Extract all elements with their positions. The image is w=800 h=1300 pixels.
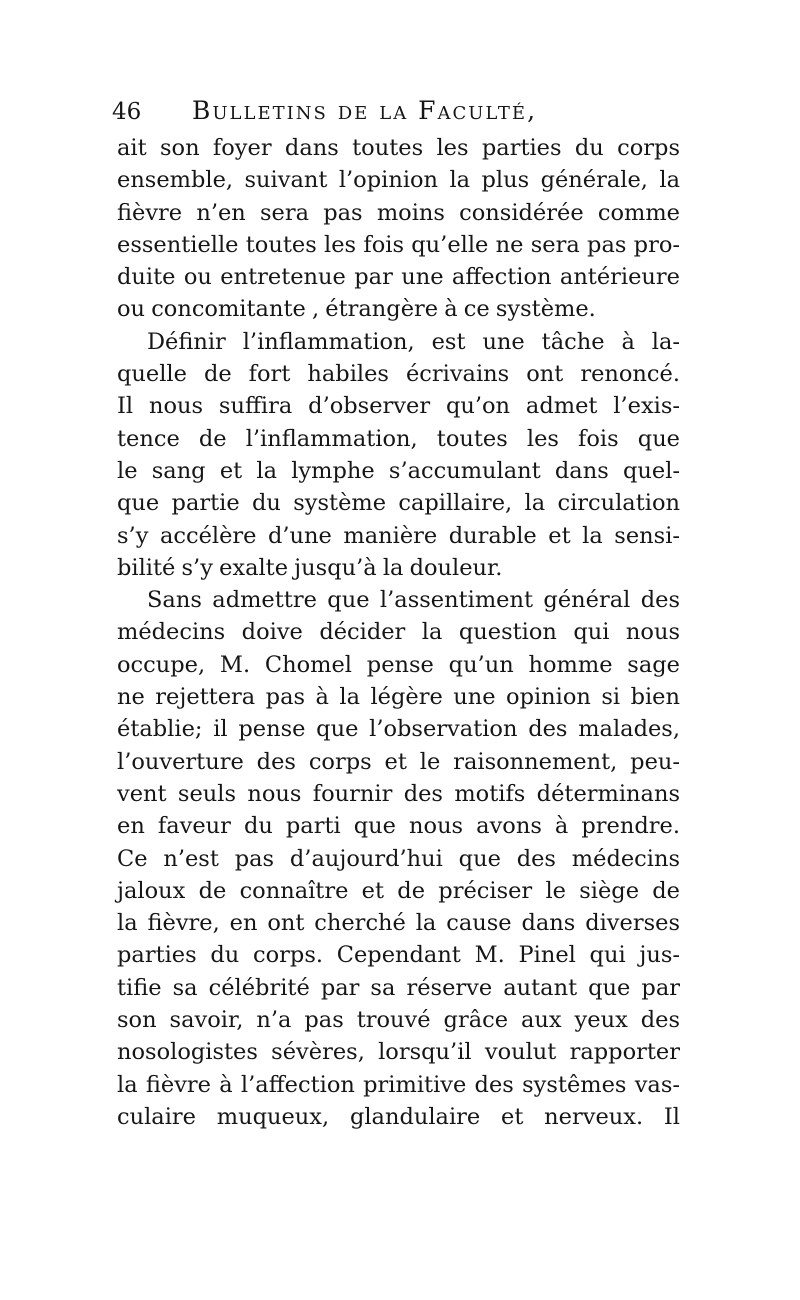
text-line: ensemble, suivant l’opinion la plus générale, la <box>117 167 680 194</box>
text-line: essentielle toutes les fois qu’elle ne sera pas pro- <box>117 231 680 258</box>
text-line: Il nous suffira d’observer qu’on admet l’exis- <box>117 393 680 420</box>
text-line: duite ou entretenue par une affection antérieure <box>117 264 680 291</box>
text-line: Ce n’est pas d’aujourd’hui que des médecins <box>117 845 680 872</box>
text-line: vent seuls nous fournir des motifs déterminans <box>117 780 680 807</box>
text-line: culaire muqueux, glandulaire et nerveux. Il <box>117 1103 680 1130</box>
text-line: médecins doive décider la question qui nous <box>117 619 680 646</box>
text-line: tence de l’inflammation, toutes les fois que <box>117 425 680 452</box>
running-title: Bulletins de la Faculté, <box>192 96 538 125</box>
text-line: quelle de fort habiles écrivains ont renoncé. <box>117 361 680 388</box>
text-line: ou concomitante , étrangère à ce système. <box>117 296 596 323</box>
text-line: la fièvre à l’affection primitive des systêmes vas- <box>117 1071 680 1098</box>
text-line: fièvre n’en sera pas moins considérée comme <box>117 199 680 226</box>
text-line: en faveur du parti que nous avons à prendre. <box>117 813 680 840</box>
text-line: parties du corps. Cependant M. Pinel qui jus- <box>117 942 680 969</box>
running-head <box>112 91 692 131</box>
body-text <box>117 132 680 1133</box>
text-line: ait son foyer dans toutes les parties du corps <box>117 135 680 161</box>
text-line: tifie sa célébrité par sa réserve autant que par <box>117 974 680 1001</box>
text-line: l’ouverture des corps et le raisonnement, peu- <box>117 748 680 775</box>
text-line: le sang et la lymphe s’accumulant dans quel- <box>117 457 680 484</box>
text-line: établie; il pense que l’observation des malades, <box>117 716 680 743</box>
text-line: son savoir, n’a pas trouvé grâce aux yeux des <box>117 1007 680 1034</box>
text-line: ne rejettera pas à la légère une opinion si bien <box>117 684 680 711</box>
page-number: 46 <box>112 99 142 125</box>
text-line: s’y accélère d’une manière durable et la sensi- <box>117 522 680 549</box>
text-line: bilité s’y exalte jusqu’à la douleur. <box>117 554 503 581</box>
text-line: jaloux de connaître et de préciser le siège de <box>117 877 680 904</box>
text-line: Définir l’inflammation, est une tâche à la- <box>147 328 680 355</box>
text-line: que partie du système capillaire, la circulation <box>117 490 680 517</box>
text-line: la fièvre, en ont cherché la cause dans diverses <box>117 910 680 937</box>
text-line: occupe, M. Chomel pense qu’un homme sage <box>117 651 680 678</box>
text-line: nosologistes sévères, lorsqu’il voulut rapporter <box>117 1039 680 1066</box>
text-line: Sans admettre que l’assentiment général des <box>147 587 680 614</box>
